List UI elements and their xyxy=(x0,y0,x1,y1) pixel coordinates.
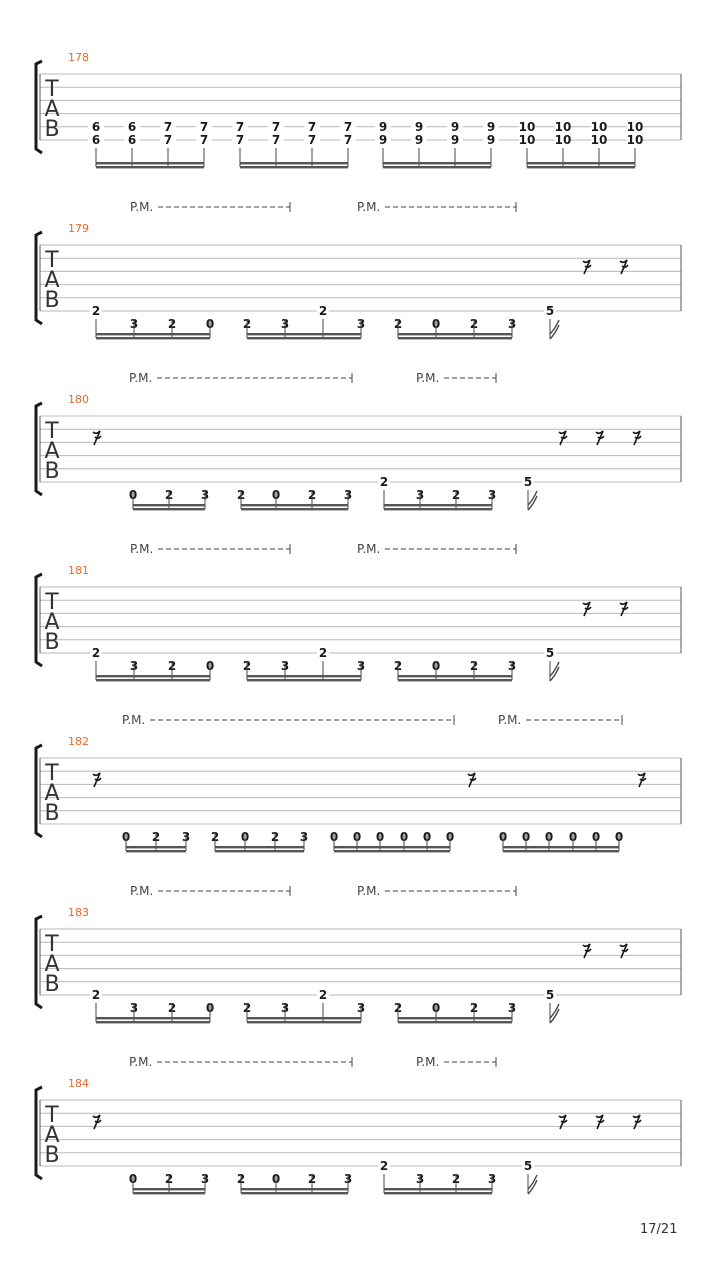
beam xyxy=(503,850,619,852)
tab-clef-letter: B xyxy=(44,288,60,313)
fret-number: 9 xyxy=(486,133,496,147)
beam xyxy=(334,850,450,852)
fret-number: 7 xyxy=(199,133,209,147)
fret-number: 7 xyxy=(163,119,173,134)
palm-mute-label: P.M. xyxy=(416,371,440,385)
fret-number: 7 xyxy=(271,119,281,134)
beam xyxy=(240,166,348,168)
tab-clef-letter: B xyxy=(44,117,60,142)
system-bracket xyxy=(36,232,42,324)
beam xyxy=(527,166,635,168)
beam xyxy=(126,846,186,848)
tab-clef-letter: A xyxy=(44,610,60,635)
tab-clef-letter: A xyxy=(44,268,60,293)
tab-clef-letter: T xyxy=(45,77,59,102)
fret-number: 9 xyxy=(450,119,460,134)
beam xyxy=(241,1188,348,1190)
fret-number: 7 xyxy=(163,133,173,147)
palm-mute-label: P.M. xyxy=(122,713,146,727)
fret-number: 3 xyxy=(280,317,290,332)
tab-clef-letter: A xyxy=(44,97,60,122)
fret-number: 7 xyxy=(235,133,245,147)
fret-number: 2 xyxy=(318,304,328,318)
palm-mute-label: P.M. xyxy=(416,1055,440,1069)
fret-number: 7 xyxy=(307,119,317,134)
fret-number: 0 xyxy=(271,488,281,503)
bar-number: 180 xyxy=(68,393,89,406)
staff-system xyxy=(36,884,681,1023)
beam xyxy=(334,846,450,848)
beam xyxy=(398,1021,512,1023)
bar-number: 181 xyxy=(68,564,89,577)
fret-number: 5 xyxy=(545,646,555,660)
fret-number: 9 xyxy=(414,133,424,147)
note-flag xyxy=(528,1175,537,1194)
beam xyxy=(215,846,304,848)
fret-number: 2 xyxy=(393,317,403,332)
beam xyxy=(384,504,492,506)
fret-number: 2 xyxy=(318,646,328,660)
fret-number: 7 xyxy=(343,133,353,147)
system-bracket xyxy=(36,1087,42,1179)
system-bracket xyxy=(36,61,42,153)
fret-number: 6 xyxy=(127,133,137,147)
palm-mute-label: P.M. xyxy=(130,884,154,898)
beam xyxy=(96,1021,210,1023)
fret-number: 3 xyxy=(415,1172,425,1187)
beam xyxy=(247,1021,361,1023)
staff-system xyxy=(36,713,681,852)
fret-number: 3 xyxy=(507,659,517,674)
beam xyxy=(383,166,491,168)
fret-number: 10 xyxy=(590,133,608,147)
fret-number: 2 xyxy=(164,1172,174,1187)
staff-system xyxy=(36,542,681,681)
fret-number: 2 xyxy=(91,304,101,318)
fret-number: 2 xyxy=(91,646,101,660)
fret-number: 9 xyxy=(486,119,496,134)
fret-number: 5 xyxy=(545,304,555,318)
fret-number: 7 xyxy=(343,119,353,134)
bar-number: 182 xyxy=(68,735,89,748)
fret-number: 0 xyxy=(128,488,138,503)
beam xyxy=(398,1017,512,1019)
beam xyxy=(96,333,210,335)
fret-number: 0 xyxy=(205,659,215,674)
fret-number: 3 xyxy=(487,1172,497,1187)
staff-system xyxy=(36,51,681,168)
beam xyxy=(247,337,361,339)
system-bracket xyxy=(36,916,42,1008)
fret-number: 9 xyxy=(414,119,424,134)
fret-number: 3 xyxy=(343,488,353,503)
fret-number: 2 xyxy=(307,1172,317,1187)
note-flag xyxy=(550,1004,559,1023)
fret-number: 3 xyxy=(356,317,366,332)
fret-number: 2 xyxy=(469,317,479,332)
fret-number: 2 xyxy=(451,1172,461,1187)
system-bracket xyxy=(36,403,42,495)
beam xyxy=(96,675,210,677)
fret-number: 2 xyxy=(307,488,317,503)
fret-number: 0 xyxy=(431,1001,441,1016)
page-number: 17/21 xyxy=(640,1222,678,1237)
beam xyxy=(384,1192,492,1194)
tab-clef-letter: A xyxy=(44,439,60,464)
tab-clef-letter: B xyxy=(44,801,60,826)
fret-number: 3 xyxy=(200,488,210,503)
beam xyxy=(398,337,512,339)
note-flag xyxy=(528,491,537,510)
tab-clef-letter: T xyxy=(45,1103,59,1128)
beam xyxy=(241,504,348,506)
beam xyxy=(96,679,210,681)
fret-number: 6 xyxy=(127,119,137,134)
fret-number: 0 xyxy=(544,830,554,845)
fret-number: 6 xyxy=(91,133,101,147)
fret-number: 0 xyxy=(271,1172,281,1187)
tab-clef-letter: A xyxy=(44,1123,60,1148)
fret-number: 3 xyxy=(129,317,139,332)
bar-number: 178 xyxy=(68,51,89,64)
system-bracket xyxy=(36,745,42,837)
fret-number: 10 xyxy=(626,119,644,134)
beam xyxy=(96,1017,210,1019)
fret-number: 0 xyxy=(431,659,441,674)
fret-number: 0 xyxy=(431,317,441,332)
fret-number: 0 xyxy=(591,830,601,845)
fret-number: 10 xyxy=(626,133,644,147)
fret-number: 2 xyxy=(236,488,246,503)
beam xyxy=(247,1017,361,1019)
beam xyxy=(247,675,361,677)
fret-number: 3 xyxy=(299,830,309,845)
tab-clef-letter: B xyxy=(44,972,60,997)
beam xyxy=(527,162,635,164)
fret-number: 5 xyxy=(523,1159,533,1173)
fret-number: 0 xyxy=(205,1001,215,1016)
beam xyxy=(96,166,204,168)
system-bracket xyxy=(36,574,42,666)
fret-number: 3 xyxy=(356,659,366,674)
beam xyxy=(503,846,619,848)
fret-number: 0 xyxy=(205,317,215,332)
fret-number: 2 xyxy=(270,830,280,845)
beam xyxy=(398,675,512,677)
beam xyxy=(96,162,204,164)
fret-number: 9 xyxy=(450,133,460,147)
fret-number: 9 xyxy=(378,133,388,147)
beam xyxy=(398,679,512,681)
note-flag xyxy=(550,320,559,339)
fret-number: 0 xyxy=(521,830,531,845)
fret-number: 7 xyxy=(307,133,317,147)
fret-number: 10 xyxy=(554,133,572,147)
fret-number: 0 xyxy=(422,830,432,845)
fret-number: 3 xyxy=(200,1172,210,1187)
fret-number: 2 xyxy=(379,475,389,489)
palm-mute-label: P.M. xyxy=(129,371,153,385)
fret-number: 3 xyxy=(487,488,497,503)
beam xyxy=(133,508,205,510)
palm-mute-label: P.M. xyxy=(130,542,154,556)
fret-number: 0 xyxy=(399,830,409,845)
palm-mute-label: P.M. xyxy=(129,1055,153,1069)
palm-mute-label: P.M. xyxy=(130,200,154,214)
beam xyxy=(398,333,512,335)
fret-number: 2 xyxy=(379,1159,389,1173)
staff-system xyxy=(36,200,681,339)
tab-clef-letter: B xyxy=(44,630,60,655)
beam xyxy=(241,1192,348,1194)
tab-clef-letter: A xyxy=(44,952,60,977)
fret-number: 2 xyxy=(164,488,174,503)
tab-clef-letter: B xyxy=(44,1143,60,1168)
beam xyxy=(133,504,205,506)
palm-mute-label: P.M. xyxy=(357,200,381,214)
beam xyxy=(215,850,304,852)
fret-number: 10 xyxy=(518,133,536,147)
beam xyxy=(384,508,492,510)
beam xyxy=(247,333,361,335)
tab-clef-letter: T xyxy=(45,419,59,444)
fret-number: 10 xyxy=(554,119,572,134)
fret-number: 0 xyxy=(352,830,362,845)
beam xyxy=(240,162,348,164)
fret-number: 2 xyxy=(210,830,220,845)
fret-number: 0 xyxy=(445,830,455,845)
tab-clef-letter: A xyxy=(44,781,60,806)
fret-number: 3 xyxy=(415,488,425,503)
fret-number: 2 xyxy=(469,659,479,674)
beam xyxy=(241,508,348,510)
fret-number: 2 xyxy=(167,659,177,674)
tab-clef-letter: T xyxy=(45,248,59,273)
beam xyxy=(96,337,210,339)
fret-number: 2 xyxy=(393,659,403,674)
fret-number: 7 xyxy=(199,119,209,134)
fret-number: 0 xyxy=(498,830,508,845)
fret-number: 3 xyxy=(507,317,517,332)
bar-number: 183 xyxy=(68,906,89,919)
fret-number: 3 xyxy=(280,1001,290,1016)
fret-number: 0 xyxy=(240,830,250,845)
staff-system xyxy=(36,1055,681,1194)
fret-number: 0 xyxy=(614,830,624,845)
note-flag xyxy=(550,662,559,681)
fret-number: 2 xyxy=(393,1001,403,1016)
fret-number: 0 xyxy=(568,830,578,845)
bar-number: 184 xyxy=(68,1077,89,1090)
beam xyxy=(126,850,186,852)
beam xyxy=(133,1192,205,1194)
fret-number: 2 xyxy=(91,988,101,1002)
fret-number: 5 xyxy=(545,988,555,1002)
fret-number: 2 xyxy=(469,1001,479,1016)
palm-mute-label: P.M. xyxy=(357,884,381,898)
fret-number: 7 xyxy=(271,133,281,147)
beam xyxy=(247,679,361,681)
fret-number: 2 xyxy=(318,988,328,1002)
fret-number: 7 xyxy=(235,119,245,134)
fret-number: 2 xyxy=(167,317,177,332)
fret-number: 9 xyxy=(378,119,388,134)
fret-number: 2 xyxy=(167,1001,177,1016)
fret-number: 2 xyxy=(242,317,252,332)
fret-number: 3 xyxy=(280,659,290,674)
fret-number: 0 xyxy=(329,830,339,845)
tab-clef-letter: T xyxy=(45,590,59,615)
fret-number: 2 xyxy=(242,1001,252,1016)
fret-number: 0 xyxy=(375,830,385,845)
tab-clef-letter: T xyxy=(45,761,59,786)
fret-number: 10 xyxy=(518,119,536,134)
fret-number: 10 xyxy=(590,119,608,134)
fret-number: 0 xyxy=(128,1172,138,1187)
fret-number: 2 xyxy=(151,830,161,845)
fret-number: 3 xyxy=(507,1001,517,1016)
fret-number: 2 xyxy=(236,1172,246,1187)
fret-number: 2 xyxy=(242,659,252,674)
fret-number: 3 xyxy=(343,1172,353,1187)
fret-number: 3 xyxy=(356,1001,366,1016)
fret-number: 3 xyxy=(129,1001,139,1016)
fret-number: 2 xyxy=(451,488,461,503)
bar-number: 179 xyxy=(68,222,89,235)
fret-number: 6 xyxy=(91,119,101,134)
palm-mute-label: P.M. xyxy=(498,713,522,727)
palm-mute-label: P.M. xyxy=(357,542,381,556)
beam xyxy=(383,162,491,164)
fret-number: 3 xyxy=(181,830,191,845)
fret-number: 3 xyxy=(129,659,139,674)
fret-number: 5 xyxy=(523,475,533,489)
beam xyxy=(384,1188,492,1190)
beam xyxy=(133,1188,205,1190)
fret-number: 0 xyxy=(121,830,131,845)
tab-clef-letter: B xyxy=(44,459,60,484)
tab-clef-letter: T xyxy=(45,932,59,957)
staff-system xyxy=(36,371,681,510)
